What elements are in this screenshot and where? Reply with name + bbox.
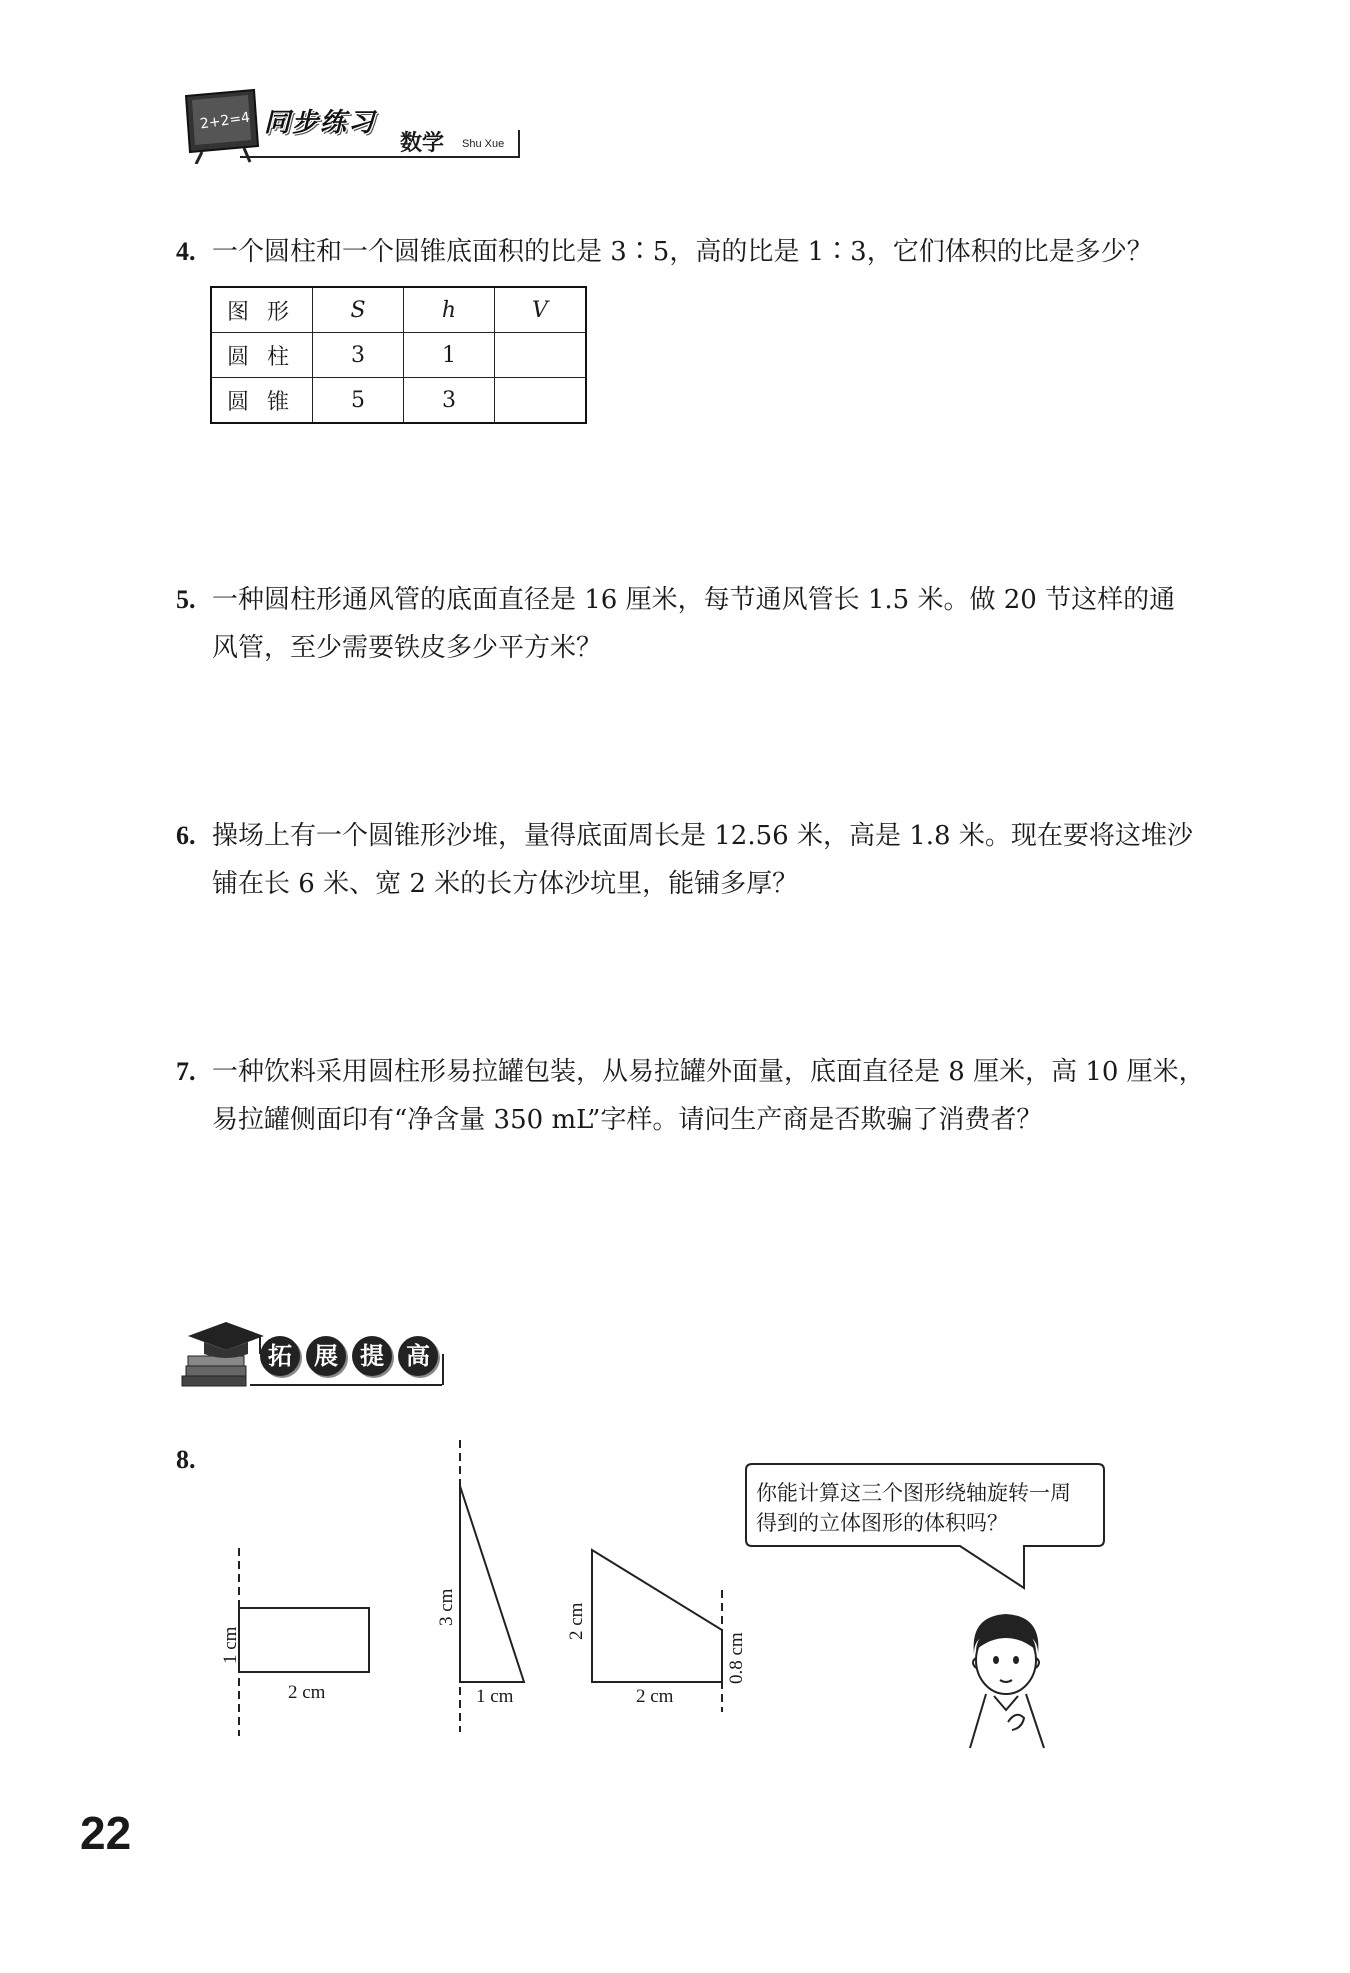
question-number: 6. bbox=[176, 821, 196, 850]
board-text: 2+2=4 bbox=[199, 109, 251, 133]
bubble-line: 你能计算这三个图形绕轴旋转一周 bbox=[756, 1481, 1071, 1505]
table-cell: 3 bbox=[404, 378, 495, 424]
header-pinyin: Shu Xue bbox=[462, 138, 505, 150]
trap-left-label: 2 cm bbox=[566, 1602, 587, 1640]
table-cell: 3 bbox=[313, 333, 404, 378]
question-text: 风管，至少需要铁皮多少平方米？ bbox=[212, 633, 603, 663]
page-number: 22 bbox=[80, 1807, 132, 1859]
table-cell: h bbox=[404, 287, 495, 333]
question-number: 4. bbox=[176, 237, 196, 266]
question-number: 8. bbox=[176, 1445, 196, 1474]
extension-title-char: 高 bbox=[398, 1336, 438, 1376]
tri-height-label: 3 cm bbox=[436, 1588, 457, 1626]
table-cell: 图形 bbox=[211, 287, 313, 333]
header-subject: 数学 bbox=[400, 131, 445, 156]
table-cell: 圆锥 bbox=[211, 378, 313, 424]
boy-illustration bbox=[956, 1610, 1056, 1750]
rectangle-shape bbox=[239, 1608, 369, 1672]
table-cell: S bbox=[313, 287, 404, 333]
trap-right-label: 0.8 cm bbox=[726, 1632, 747, 1684]
question-text: 铺在长 6 米、宽 2 米的长方体沙坑里，能铺多厚？ bbox=[212, 869, 799, 899]
trapezoid-shape bbox=[592, 1550, 722, 1682]
trap-base-label: 2 cm bbox=[636, 1686, 674, 1707]
question-text: 一种圆柱形通风管的底面直径是 16 厘米，每节通风管长 1.5 米。做 20 节这样的通 bbox=[212, 585, 1176, 615]
question-number: 5. bbox=[176, 585, 196, 614]
table-cell: 5 bbox=[313, 378, 404, 424]
extension-title-char: 拓 bbox=[260, 1336, 300, 1376]
tri-base-label: 1 cm bbox=[476, 1686, 514, 1707]
header-title: 同步练习 bbox=[264, 108, 377, 138]
triangle-shape bbox=[460, 1486, 524, 1682]
table-cell: 圆柱 bbox=[211, 333, 313, 378]
extension-title-char: 提 bbox=[352, 1336, 392, 1376]
question-text: 一种饮料采用圆柱形易拉罐包装，从易拉罐外面量，底面直径是 8 厘米，高 10 厘米， bbox=[212, 1057, 1205, 1087]
bubble-text bbox=[756, 1478, 1071, 1538]
question-text: 易拉罐侧面印有“净含量 350 mL”字样。请问生产商是否欺骗了消费者？ bbox=[212, 1105, 1043, 1135]
extension-title-char: 展 bbox=[306, 1336, 346, 1376]
bubble-line: 得到的立体图形的体积吗？ bbox=[756, 1511, 1008, 1535]
question-number: 7. bbox=[176, 1057, 196, 1086]
question-text: 一个圆柱和一个圆锥底面积的比是 3∶5，高的比是 1∶3，它们体积的比是多少？ bbox=[212, 237, 1153, 267]
rect-height-label: 1 cm bbox=[220, 1626, 241, 1664]
table-cell: V bbox=[495, 287, 587, 333]
rect-width-label: 2 cm bbox=[288, 1682, 326, 1703]
table-cell: 1 bbox=[404, 333, 495, 378]
question-text: 操场上有一个圆锥形沙堆，量得底面周长是 12.56 米，高是 1.8 米。现在要将这堆沙 bbox=[212, 821, 1193, 851]
